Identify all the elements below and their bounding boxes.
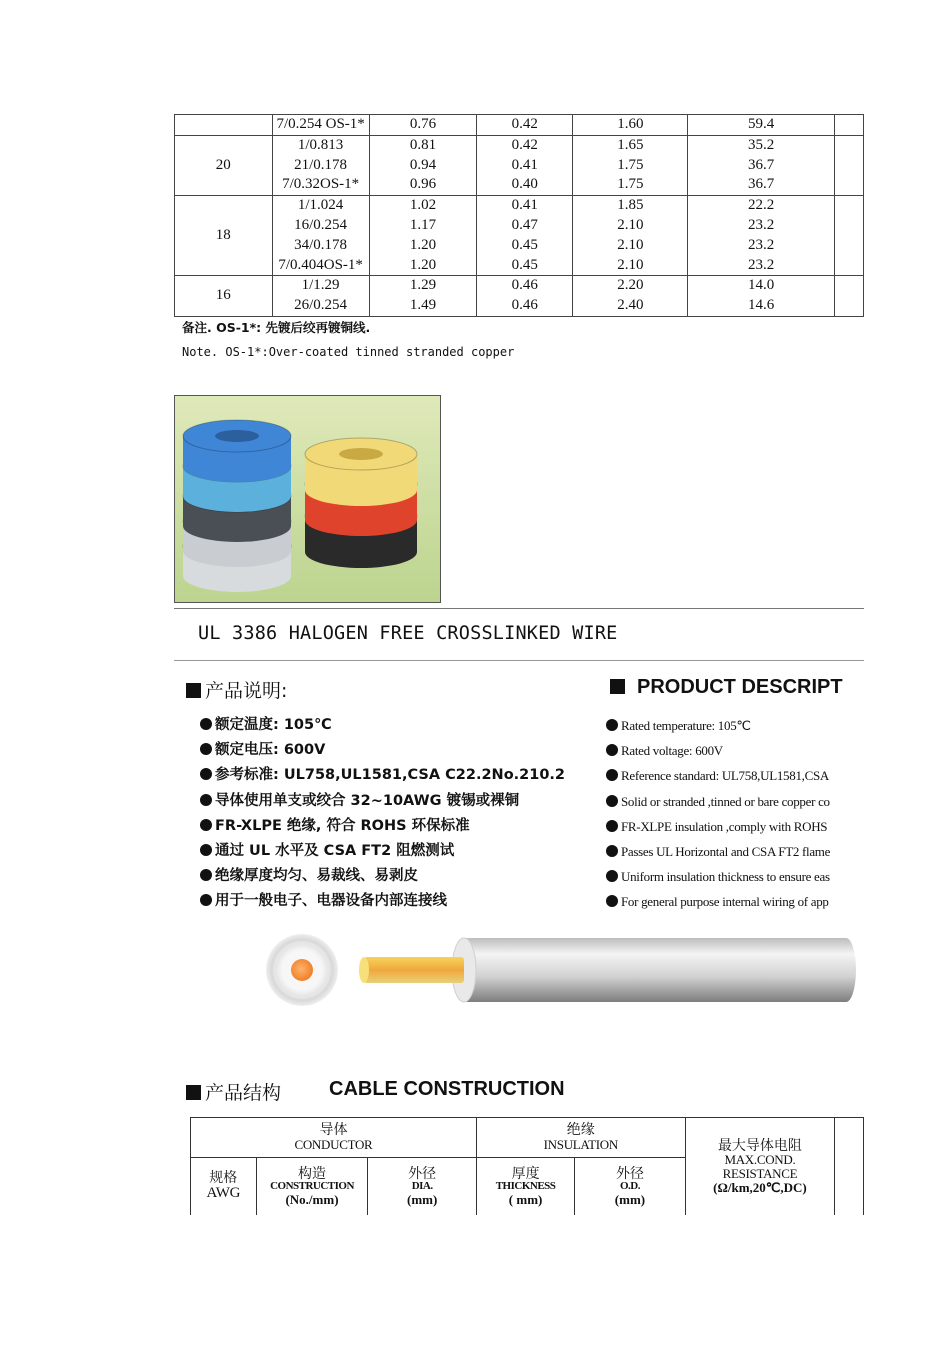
wire-jacket bbox=[464, 938, 856, 1002]
note-english: Note. OS-1*:Over-coated tinned stranded copper bbox=[182, 345, 515, 359]
od-cn: 外径 bbox=[615, 1165, 644, 1182]
table-cell bbox=[834, 196, 863, 276]
reel-stack-right bbox=[305, 438, 417, 568]
description-heading-en-text: PRODUCT DESCRIPT bbox=[637, 676, 843, 698]
features-list-cn bbox=[200, 713, 565, 915]
product-title: UL 3386 HALOGEN FREE CROSSLINKED WIRE bbox=[198, 623, 618, 644]
max-res-unit: (Ω/km,20℃,DC) bbox=[713, 1179, 807, 1195]
conductor-en: CONDUCTOR bbox=[294, 1137, 373, 1153]
max-res-en2: RESISTANCE bbox=[722, 1166, 798, 1182]
od-value: 1.65 bbox=[617, 136, 644, 153]
bullet-icon bbox=[200, 869, 212, 881]
bullet-icon bbox=[200, 718, 212, 730]
construction-value: 26/0.254 bbox=[294, 297, 348, 314]
resistance-value: 35.2 bbox=[748, 136, 775, 153]
od-cell bbox=[573, 196, 688, 276]
thickness-value: 0.45 bbox=[511, 236, 538, 253]
table-cell bbox=[834, 135, 863, 195]
od-cell bbox=[573, 115, 688, 136]
od-value: 2.10 bbox=[617, 256, 644, 273]
bullet-icon bbox=[200, 894, 212, 906]
dia-unit: (mm) bbox=[406, 1191, 438, 1207]
thickness-cell bbox=[477, 135, 573, 195]
resistance-value: 14.6 bbox=[748, 297, 775, 314]
bullet-icon bbox=[200, 768, 212, 780]
construction-unit: (No./mm) bbox=[285, 1191, 339, 1207]
insulation-en: INSULATION bbox=[543, 1137, 618, 1153]
dia-value: 0.81 bbox=[409, 136, 437, 153]
dia-value: 1.17 bbox=[409, 216, 437, 233]
feature-text: 参考标准: UL758,UL1581,CSA C22.2No.210.2 bbox=[215, 767, 566, 784]
feature-item bbox=[200, 864, 565, 889]
awg-cn: 规格 bbox=[209, 1170, 238, 1187]
feature-text: 额定电压: 600V bbox=[215, 742, 326, 759]
insulation-header bbox=[476, 1118, 685, 1158]
thickness-value: 0.41 bbox=[511, 197, 538, 214]
feature-text: 通过 UL 水平及 CSA FT2 阻燃测试 bbox=[215, 842, 455, 859]
dia-value: 0.96 bbox=[409, 176, 437, 193]
construction-cn: 构造 bbox=[298, 1165, 326, 1182]
feature-item bbox=[200, 763, 565, 788]
wire-illustration bbox=[264, 930, 864, 1010]
reel-core bbox=[215, 430, 259, 442]
cable-construction-table bbox=[190, 1117, 864, 1215]
feature-item bbox=[200, 789, 565, 814]
reel-core bbox=[339, 448, 383, 460]
construction-cell bbox=[272, 276, 369, 317]
feature-item bbox=[606, 864, 830, 889]
feature-text: Uniform insulation thickness to ensure eas bbox=[621, 869, 830, 885]
construction-heading-cn bbox=[186, 1078, 281, 1105]
feature-text: 导体使用单支或绞合 32~10AWG 镀锡或裸铜 bbox=[215, 792, 520, 809]
od-value: 2.10 bbox=[617, 216, 644, 233]
feature-item bbox=[606, 839, 830, 864]
awg-cell: 16 bbox=[175, 276, 273, 317]
description-heading-cn-text: 产品说明: bbox=[205, 680, 288, 702]
feature-item bbox=[200, 839, 565, 864]
note-chinese: 备注. OS-1*: 先镀后绞再镀铜线. bbox=[182, 320, 371, 335]
thickness-cell bbox=[477, 115, 573, 136]
bullet-icon bbox=[200, 794, 212, 806]
cross-section-conductor bbox=[291, 959, 313, 981]
product-spec-sheet bbox=[174, 603, 864, 1215]
awg-cell: 18 bbox=[175, 196, 273, 276]
feature-item bbox=[606, 814, 830, 839]
feature-item bbox=[606, 738, 830, 763]
table-notes bbox=[182, 318, 514, 359]
awg-cell bbox=[175, 115, 273, 136]
construction-heading-cn-text: 产品结构 bbox=[205, 1082, 282, 1104]
square-bullet-icon bbox=[186, 683, 201, 698]
awg-group-row bbox=[175, 115, 864, 136]
od-value: 1.60 bbox=[617, 116, 644, 132]
resistance-cell bbox=[688, 115, 834, 136]
awg-cell: 20 bbox=[175, 135, 273, 195]
description-heading-en bbox=[610, 676, 843, 699]
od-cell bbox=[573, 276, 688, 317]
bullet-icon bbox=[606, 744, 618, 756]
table-cell bbox=[834, 276, 863, 317]
bullet-icon bbox=[606, 795, 618, 807]
bullet-icon bbox=[606, 719, 618, 731]
divider bbox=[174, 608, 864, 609]
od-en: O.D. bbox=[619, 1180, 640, 1193]
dia-value: 0.76 bbox=[409, 116, 437, 132]
top-table-body bbox=[175, 115, 864, 317]
feature-item bbox=[200, 889, 565, 914]
od-header bbox=[575, 1158, 685, 1216]
top-table-sheet bbox=[174, 114, 864, 366]
dia-value: 1.20 bbox=[409, 236, 437, 253]
construction-value: 1/0.813 bbox=[297, 136, 344, 153]
feature-item bbox=[606, 789, 830, 814]
bullet-icon bbox=[200, 743, 212, 755]
cable-reels-illustration bbox=[175, 396, 440, 602]
feature-text: Passes UL Horizontal and CSA FT2 flame bbox=[621, 843, 831, 859]
resistance-value: 23.2 bbox=[748, 256, 775, 273]
wire-conductor bbox=[364, 957, 464, 983]
construction-value: 1/1.29 bbox=[301, 277, 340, 294]
construction-cell bbox=[272, 196, 369, 276]
od-value: 1.75 bbox=[617, 156, 644, 173]
od-value: 2.10 bbox=[617, 236, 644, 253]
thickness-value: 0.41 bbox=[511, 156, 538, 173]
table-cell bbox=[834, 115, 863, 136]
feature-text: Rated temperature: 105℃ bbox=[621, 718, 751, 733]
construction-value: 1/1.024 bbox=[297, 197, 344, 214]
resistance-value: 23.2 bbox=[748, 216, 775, 233]
construction-value: 34/0.178 bbox=[294, 236, 348, 253]
bullet-icon bbox=[200, 819, 212, 831]
construction-value: 16/0.254 bbox=[294, 216, 348, 233]
reel-stack-left bbox=[183, 420, 291, 592]
bullet-icon bbox=[200, 844, 212, 856]
od-unit: (mm) bbox=[614, 1191, 646, 1207]
od-value: 1.85 bbox=[617, 197, 644, 214]
thickness-value: 0.42 bbox=[511, 116, 538, 132]
construction-cell bbox=[272, 115, 369, 136]
square-bullet-icon bbox=[186, 1085, 201, 1100]
bullet-icon bbox=[606, 769, 618, 781]
construction-value: 7/0.404OS-1* bbox=[278, 256, 363, 273]
awg-group-row bbox=[175, 196, 864, 276]
max-resistance-header bbox=[685, 1118, 835, 1216]
feature-text: For general purpose internal wiring of app bbox=[621, 894, 829, 910]
awg-en: AWG bbox=[206, 1184, 241, 1201]
features-list-en bbox=[606, 713, 830, 915]
thickness-unit: ( mm) bbox=[508, 1191, 543, 1207]
feature-text: 额定温度: 105℃ bbox=[215, 717, 332, 733]
feature-item bbox=[606, 889, 830, 914]
thickness-cell bbox=[477, 276, 573, 317]
construction-value: 21/0.178 bbox=[294, 156, 348, 173]
feature-text: FR-XLPE 绝缘, 符合 ROHS 环保标准 bbox=[215, 817, 470, 834]
dia-header bbox=[368, 1158, 477, 1216]
od-value: 1.75 bbox=[617, 176, 644, 193]
dia-value: 1.49 bbox=[409, 297, 437, 314]
dia-cn: 外径 bbox=[408, 1165, 437, 1182]
dia-value: 1.02 bbox=[409, 197, 437, 214]
construction-en: CONSTRUCTION bbox=[270, 1180, 354, 1193]
od-value: 2.40 bbox=[617, 297, 644, 314]
thickness-value: 0.47 bbox=[511, 216, 538, 233]
bullet-icon bbox=[606, 820, 618, 832]
thickness-cell bbox=[477, 196, 573, 276]
feature-text: Solid or stranded ,tinned or bare copper co bbox=[621, 793, 830, 809]
description-heading-cn bbox=[186, 676, 287, 703]
thickness-value: 0.46 bbox=[511, 297, 538, 314]
construction-heading-en: CABLE CONSTRUCTION bbox=[329, 1078, 565, 1100]
feature-item bbox=[200, 713, 565, 738]
construction-cell bbox=[272, 135, 369, 195]
bullet-icon bbox=[606, 895, 618, 907]
awg-header bbox=[191, 1158, 257, 1216]
thickness-en: THICKNESS bbox=[495, 1180, 556, 1193]
dia-cell bbox=[369, 135, 477, 195]
dia-value: 1.20 bbox=[409, 256, 437, 273]
thickness-cn: 厚度 bbox=[511, 1165, 540, 1182]
resistance-value: 59.4 bbox=[748, 116, 775, 132]
dia-cell bbox=[369, 115, 477, 136]
thickness-value: 0.42 bbox=[511, 136, 538, 153]
resistance-value: 23.2 bbox=[748, 236, 775, 253]
dia-value: 0.94 bbox=[409, 156, 437, 173]
construction-value: 7/0.254 OS-1* bbox=[276, 116, 365, 132]
cable-reels-photo bbox=[174, 395, 441, 603]
insulation-cn: 绝缘 bbox=[566, 1122, 595, 1139]
awg-group-row bbox=[175, 276, 864, 317]
thickness-value: 0.45 bbox=[511, 256, 538, 273]
resistance-value: 36.7 bbox=[748, 156, 775, 173]
feature-text: 绝缘厚度均匀、易裁线、易剥皮 bbox=[215, 868, 418, 885]
feature-text: Reference standard: UL758,UL1581,CSA bbox=[621, 768, 829, 784]
conductor-spec-table-continued bbox=[174, 114, 864, 317]
dia-cell bbox=[369, 276, 477, 317]
feature-item bbox=[606, 713, 830, 738]
thickness-value: 0.40 bbox=[511, 176, 538, 193]
thickness-value: 0.46 bbox=[511, 277, 538, 294]
resistance-value: 22.2 bbox=[748, 197, 775, 214]
feature-text: FR-XLPE insulation ,comply with ROHS bbox=[621, 818, 828, 834]
od-cell bbox=[573, 135, 688, 195]
resistance-cell bbox=[688, 196, 834, 276]
construction-value: 7/0.32OS-1* bbox=[282, 176, 360, 193]
max-res-cn: 最大导体电阻 bbox=[717, 1137, 802, 1154]
resistance-value: 36.7 bbox=[748, 176, 775, 193]
square-bullet-icon bbox=[610, 679, 625, 694]
construction-header bbox=[256, 1158, 368, 1216]
feature-text: 用于一般电子、电器设备内部连接线 bbox=[215, 893, 447, 910]
awg-group-row bbox=[175, 135, 864, 195]
thickness-header bbox=[476, 1158, 574, 1216]
dia-value: 1.29 bbox=[409, 277, 437, 294]
resistance-value: 14.0 bbox=[748, 277, 775, 294]
table-cell bbox=[835, 1118, 864, 1216]
bullet-icon bbox=[606, 870, 618, 882]
feature-item bbox=[606, 763, 830, 788]
resistance-cell bbox=[688, 276, 834, 317]
feature-item bbox=[200, 738, 565, 763]
conductor-cn: 导体 bbox=[319, 1122, 348, 1139]
dia-en: DIA. bbox=[411, 1180, 433, 1193]
max-res-en1: MAX.COND. bbox=[724, 1152, 796, 1168]
od-value: 2.20 bbox=[617, 277, 644, 294]
divider bbox=[174, 660, 864, 661]
feature-text: Rated voltage: 600V bbox=[621, 743, 723, 759]
dia-cell bbox=[369, 196, 477, 276]
bullet-icon bbox=[606, 845, 618, 857]
resistance-cell bbox=[688, 135, 834, 195]
feature-item bbox=[200, 814, 565, 839]
conductor-header bbox=[191, 1118, 477, 1158]
